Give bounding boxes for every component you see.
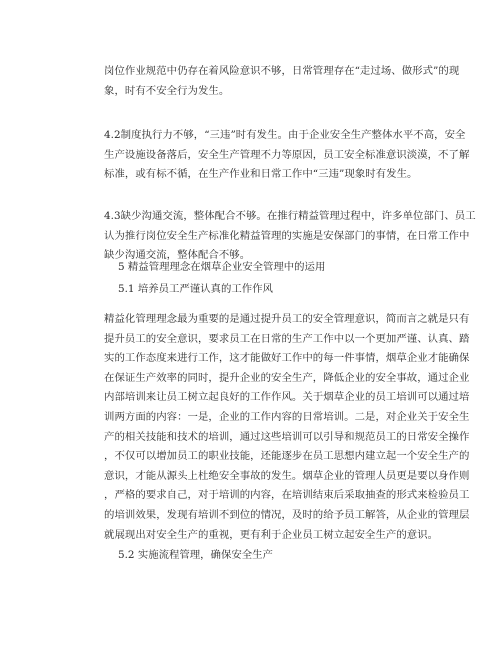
paragraph-4-3 xyxy=(104,207,476,266)
text-line: 在保证生产效率的同时，提升企业的安全生产，降低企业的安全事故，通过企业 xyxy=(104,371,470,384)
section-heading-5-1: 5.1 培养员工严谨认真的工作作风 xyxy=(118,283,273,295)
text-line: 缺少沟通交流，整体配合不够。 xyxy=(104,249,251,262)
text-line: 产的相关技能和技术的培训，通过这些培训可以引导和规范员工的日常安全操作 xyxy=(104,430,470,443)
paragraph-5-1-body xyxy=(104,310,470,545)
paragraph-4-2 xyxy=(104,126,470,185)
text-line: 就展现出对安全生产的重视，更有利于企业员工树立起安全生产的意识。 xyxy=(104,528,439,541)
text-line: ，严格的要求自己，对于培训的内容，在培训结束后采取抽查的形式来检验员工 xyxy=(104,489,470,502)
text-line: 标准，或有标不循，在生产作业和日常工作中“三违”现象时有发生。 xyxy=(104,168,418,181)
text-line: 精益化管理理念最为重要的是通过提升员工的安全管理意识，简而言之就是只有 xyxy=(104,313,470,325)
paragraph-risk-awareness xyxy=(104,62,460,101)
section-heading-5-2: 5.2 实施流程管理，确保安全生产 xyxy=(118,549,273,561)
text-line: 内部培训来让员工树立起良好的工作作风。关于烟草企业的员工培训可以通过培 xyxy=(104,391,470,404)
text-line: ，不仅可以增加员工的职业技能，还能逐步在员工思想内建立起一个安全生产的 xyxy=(104,450,470,463)
text-line: 生产设施设备落后，安全生产管理不力等原因，员工安全标准意识淡漠，不了解 xyxy=(104,148,470,161)
text-line: 意识，才能从源头上杜绝安全事故的发生。烟草企业的管理人员更是要以身作则 xyxy=(104,469,470,482)
text-line: 训两方面的内容：一是，企业的工作内容的日常培训。二是，对企业关于安全生 xyxy=(104,410,470,423)
text-line: 的培训效果，发现有培训不到位的情况，及时的给予员工解答，从企业的管理层 xyxy=(104,508,470,521)
text-line: 提升员工的安全意识，要求员工在日常的生产工作中以一个更加严谨、认真、踏 xyxy=(104,332,470,345)
section-heading-5: 5 精益管理理念在烟草企业安全管理中的运用 xyxy=(118,261,326,273)
text-line: 岗位作业规范中仍存在着风险意识不够，日常管理存在“走过场、做形式”的现 xyxy=(104,65,460,77)
text-line: 4.2制度执行力不够，“三违”时有发生。由于企业安全生产整体水平不高，安全 xyxy=(104,129,466,141)
text-line: 认为推行岗位安全生产标准化精益管理的实施是安保部门的事情，在日常工作中 xyxy=(104,229,470,242)
text-line: 象，时有不安全行为发生。 xyxy=(104,84,230,97)
text-line: 实的工作态度来进行工作，这才能做好工作中的每一件事情，烟草企业才能确保 xyxy=(104,352,470,365)
text-line: 4.3缺少沟通交流，整体配合不够。在推行精益管理过程中，许多单位部门、员工 xyxy=(104,210,476,222)
